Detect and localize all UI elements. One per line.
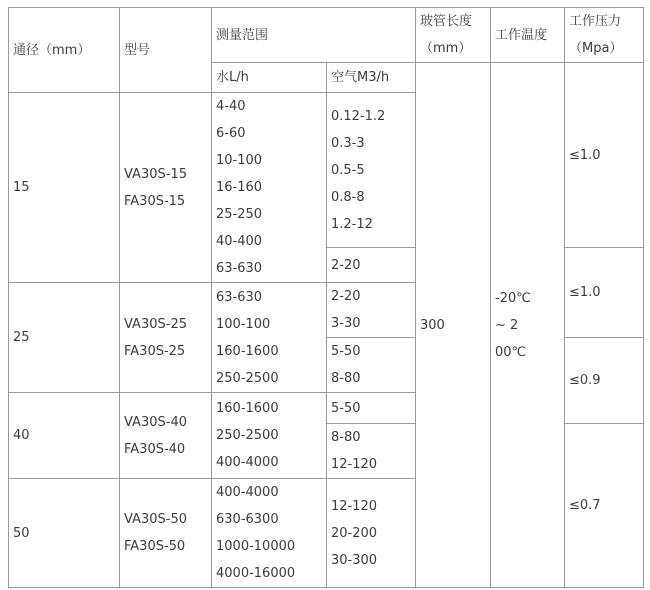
temperature-value: -20℃ ~ 2 00℃ bbox=[491, 63, 565, 588]
header-diameter: 通径（mm） bbox=[9, 8, 120, 93]
model-cell-25: VA30S-25 FA30S-25 bbox=[120, 283, 212, 393]
diameter-cell-15: 15 bbox=[9, 93, 120, 283]
header-model: 型号 bbox=[120, 8, 212, 93]
model-cell-15: VA30S-15 FA30S-15 bbox=[120, 93, 212, 283]
pressure-value-2: ≤1.0 bbox=[565, 248, 644, 338]
water-range-cell-15: 4-40 6-60 10-100 16-160 25-250 40-400 63-630 bbox=[212, 93, 327, 283]
diameter-cell-25: 25 bbox=[9, 283, 120, 393]
air-range-cell-15a: 0.12-1.2 0.3-3 0.5-5 0.8-8 1.2-12 bbox=[327, 93, 416, 248]
air-range-cell-25b: 5-50 8-80 bbox=[327, 338, 416, 393]
flowmeter-spec-table bbox=[8, 7, 644, 588]
water-range-cell-40: 160-1600 250-2500 400-4000 bbox=[212, 393, 327, 479]
header-water-range: 水L/h bbox=[212, 63, 327, 93]
header-working-pressure: 工作压力 （Mpa） bbox=[565, 8, 644, 63]
air-range-cell-40b: 8-80 12-120 bbox=[327, 424, 416, 479]
header-working-temperature: 工作温度 bbox=[491, 8, 565, 63]
tube-length-value: 300 bbox=[416, 63, 491, 588]
air-range-cell-25a: 2-20 3-30 bbox=[327, 283, 416, 338]
pressure-value-4: ≤0.7 bbox=[565, 424, 644, 588]
water-range-cell-50: 400-4000 630-6300 1000-10000 4000-16000 bbox=[212, 479, 327, 588]
header-measure-range: 测量范围 bbox=[212, 8, 416, 63]
header-air-range: 空气M3/h bbox=[327, 63, 416, 93]
model-cell-50: VA30S-50 FA30S-50 bbox=[120, 479, 212, 588]
header-tube-length: 玻管长度 （mm） bbox=[416, 8, 491, 63]
water-range-cell-25: 63-630 100-100 160-1600 250-2500 bbox=[212, 283, 327, 393]
diameter-cell-40: 40 bbox=[9, 393, 120, 479]
air-range-cell-15b: 2-20 bbox=[327, 248, 416, 283]
pressure-value-3: ≤0.9 bbox=[565, 338, 644, 424]
diameter-cell-50: 50 bbox=[9, 479, 120, 588]
air-range-cell-40a: 5-50 bbox=[327, 393, 416, 424]
air-range-cell-50: 12-120 20-200 30-300 bbox=[327, 479, 416, 588]
pressure-value-1: ≤1.0 bbox=[565, 63, 644, 248]
model-cell-40: VA30S-40 FA30S-40 bbox=[120, 393, 212, 479]
